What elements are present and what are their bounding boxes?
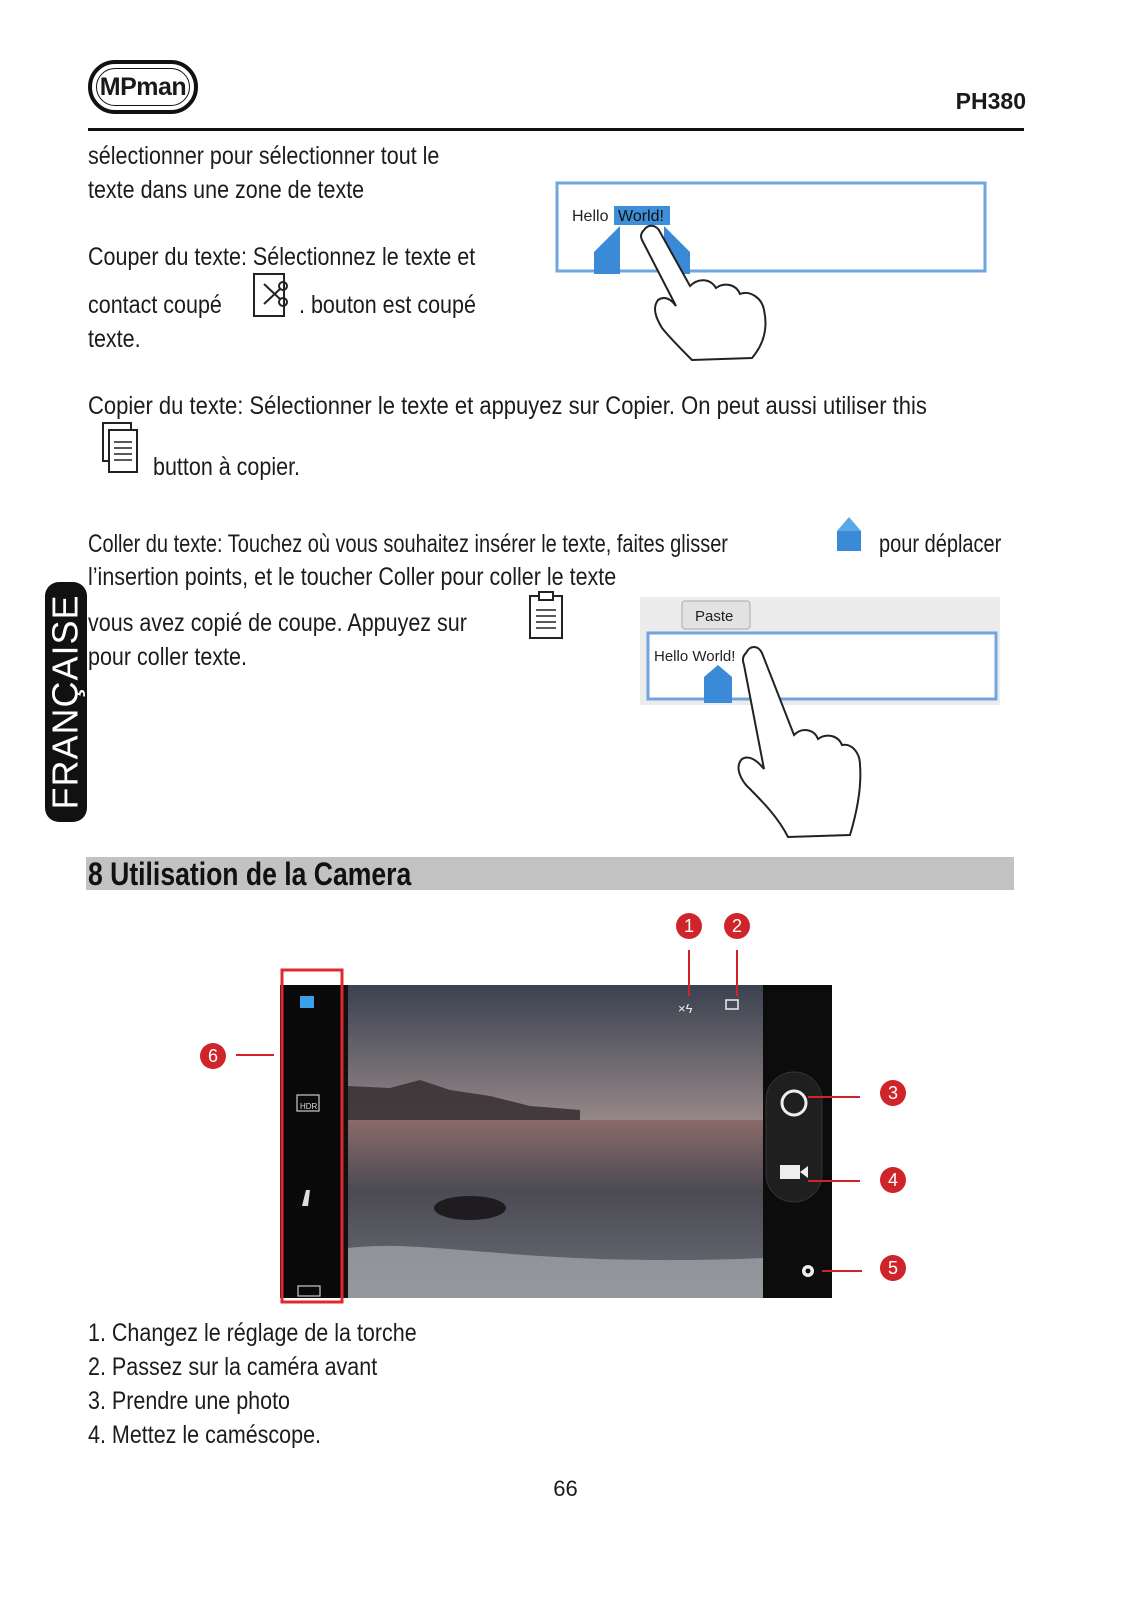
cut-line2b: . bouton est coupé [299,291,476,319]
copy-line2: button à copier. [153,453,301,481]
select-text-figure [552,178,992,363]
fig1-text-plain: Hello [572,208,609,225]
fig2-text: Hello World! [654,648,736,665]
paste-line3: vous avez copié de coupe. Appuyez sur [88,609,467,637]
callout-4: 4 [880,1167,906,1193]
list-item-4: 4. Mettez le caméscope. [88,1421,322,1449]
model-number: PH380 [955,88,1026,114]
callout-3: 3 [880,1080,906,1106]
paste-line4: pour coller texte. [88,643,247,671]
paste-figure [638,595,1003,840]
list-item-1: 1. Changez le réglage de la torche [88,1319,417,1347]
camera-screenshot [280,968,840,1308]
callout-5: 5 [880,1255,906,1281]
callout-6: 6 [200,1043,226,1069]
copy-line1: Copier du texte: Sélectionner le texte et appuyez sur Copier. On peut aussi utiliser this [88,392,927,420]
callout-1: 1 [676,913,702,939]
para-select-line2: texte dans une zone de texte [88,176,365,204]
flash-icon: ×ϟ [678,1001,693,1016]
cut-line3: texte. [88,325,141,353]
gallery-icon [300,996,314,1008]
para-select-line1: sélectionner pour sélectionner tout le [88,142,440,170]
cut-icon [252,272,294,318]
section-title: 8 Utilisation de la Camera [88,856,412,892]
callout-4-arrow [808,1180,860,1182]
video-icon [780,1165,800,1179]
callout-6-arrow [236,1054,274,1056]
paste-line1b: pour déplacer [879,530,1002,558]
header-rule [88,128,1024,131]
mpman-logo [88,60,198,114]
language-label: FRANÇAISE [45,594,87,810]
list-item-2: 2. Passez sur la caméra avant [88,1353,378,1381]
paste-line2: l’insertion points, et le toucher Coller pour coller le texte [88,563,617,591]
logo-text: MPman [99,72,187,101]
callout-2: 2 [724,913,750,939]
callout-3-arrow [808,1096,860,1098]
insertion-handle-icon [835,515,863,553]
cut-line2a: contact coupé [88,291,222,319]
fig1-text-selected: World! [618,208,664,225]
cut-line1: Couper du texte: Sélectionnez le texte et [88,243,476,271]
hdr-label: HDR [300,1102,318,1111]
paste-line1a: Coller du texte: Touchez où vous souhaitez insérer le texte, faites glisser [88,530,728,558]
callout-1-arrow [688,950,690,996]
list-item-3: 3. Prendre une photo [88,1387,291,1415]
callout-2-arrow [736,950,738,996]
language-tab-label [45,582,87,822]
page-number: 66 [553,1476,578,1501]
copy-icon [100,420,142,476]
callout-5-arrow [822,1270,862,1272]
paste-popup-label: Paste [695,608,734,625]
paste-icon [526,590,566,642]
camera-mode-sidebar [280,985,344,1298]
